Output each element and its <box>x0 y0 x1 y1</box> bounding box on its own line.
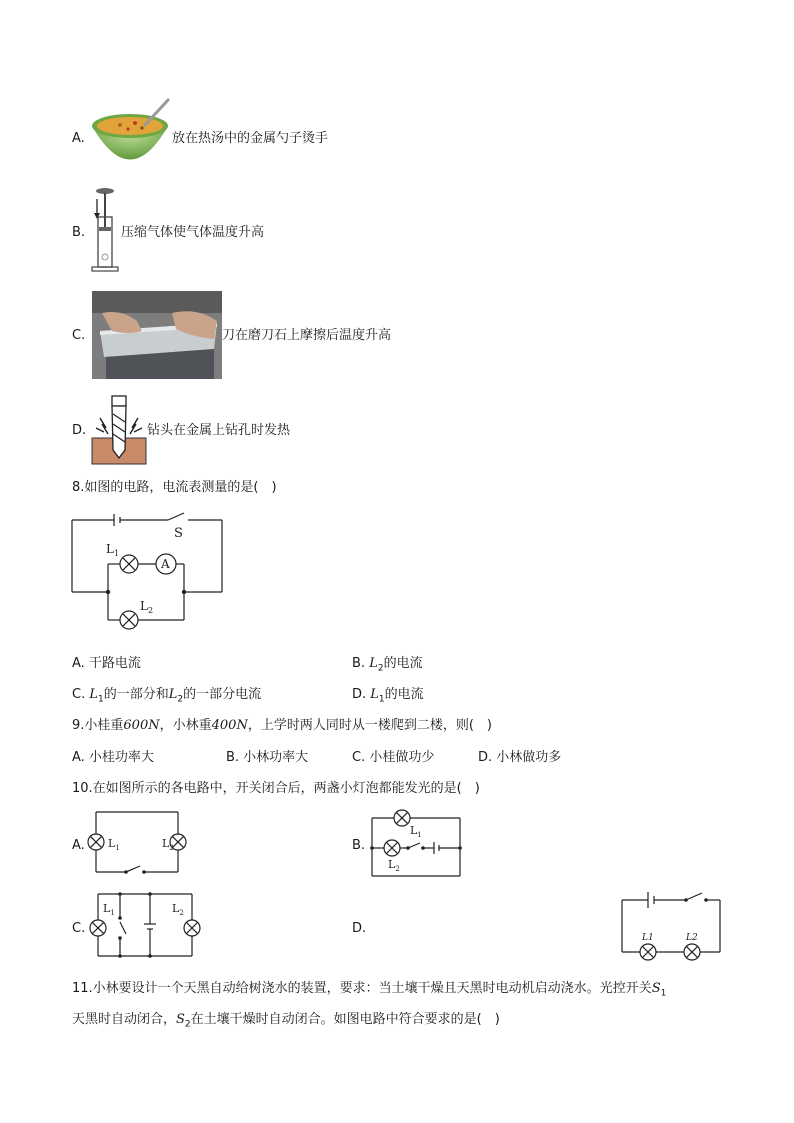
q11-line1: 11.小林要设计一个天黑自动给树浇水的装置，要求：当土壤干燥且天黑时电动机启动浇水。光控开关$S_1$ <box>72 981 667 999</box>
svg-text:L1: L1 <box>642 933 654 943</box>
ammeter-label: A <box>161 557 170 571</box>
lamp2-label: L <box>140 599 148 613</box>
svg-text:L2 <box>140 599 153 615</box>
q8-option-c: C. $L_1$的一部分和$L_2$的一部分电流 <box>72 687 262 705</box>
knife-sharpening-photo <box>92 291 222 379</box>
option-letter: B. <box>72 225 86 240</box>
svg-text:L2: $L_2$ <box>172 902 184 917</box>
q10-circuit-a <box>88 808 188 878</box>
q8-option-d: D. $L_1$的电流 <box>352 687 424 705</box>
q11-line2: 天黑时自动闭合，$S_2$在土壤干燥时自动闭合。如图电路中符合要求的是( ) <box>72 1012 500 1030</box>
svg-text:L1: $L_1$ <box>410 824 422 839</box>
drill-bit-image <box>90 394 148 466</box>
lamp1-label: L <box>106 542 114 556</box>
lamp1-subscript: 1 <box>113 549 120 558</box>
q9-option-b: B. 小林功率大 <box>226 750 309 765</box>
q10-circuit-c <box>88 890 204 960</box>
option-text: 放在热汤中的金属勺子烫手 <box>172 131 329 146</box>
lamp2-subscript: 2 <box>147 606 154 615</box>
option-letter: C. <box>72 328 86 343</box>
option-text: 压缩气体使气体温度升高 <box>121 225 265 240</box>
q10-stem: 10.在如图所示的各电路中，开关闭合后，两盏小灯泡都能发光的是( ) <box>72 781 480 796</box>
svg-text:L1: $L_1$ <box>108 837 120 852</box>
svg-text:L1 <box>106 542 119 558</box>
svg-text:L1: $L_1$ <box>103 902 115 917</box>
q9-option-c: C. 小桂做功少 <box>352 750 435 765</box>
soup-bowl-image <box>90 98 170 170</box>
q9-stem: 9.小桂重600N，小林重400N，上学时两人同时从一楼爬到二楼，则( ) <box>72 718 492 733</box>
q10-circuit-d <box>620 888 724 960</box>
svg-text:L2: $L_2$ <box>388 858 400 873</box>
svg-text:L2: $L_2$ <box>162 837 174 852</box>
q8-circuit-diagram <box>70 510 230 636</box>
q10-option-a-letter: A. <box>72 838 85 853</box>
option-letter: A. <box>72 131 85 146</box>
svg-text:L2: L2 <box>686 933 698 943</box>
option-letter: D. <box>72 423 87 438</box>
switch-label: S <box>174 526 183 541</box>
q10-option-c-letter: C. <box>72 921 86 936</box>
q9-option-a: A. 小桂功率大 <box>72 750 154 765</box>
q8-option-a: A. 干路电流 <box>72 656 141 671</box>
piston-cylinder-image <box>90 187 120 275</box>
option-text: 钻头在金属上钻孔时发热 <box>147 423 291 438</box>
q10-option-b-letter: B. <box>352 838 366 853</box>
q8-stem: 8.如图的电路，电流表测量的是( ) <box>72 480 277 495</box>
q8-option-b: B. $L_2$的电流 <box>352 656 423 674</box>
q10-option-d-letter: D. <box>352 921 367 936</box>
q9-option-d: D. 小林做功多 <box>478 750 562 765</box>
option-text: 刀在磨刀石上摩擦后温度升高 <box>222 328 392 343</box>
q10-circuit-b <box>370 808 462 880</box>
